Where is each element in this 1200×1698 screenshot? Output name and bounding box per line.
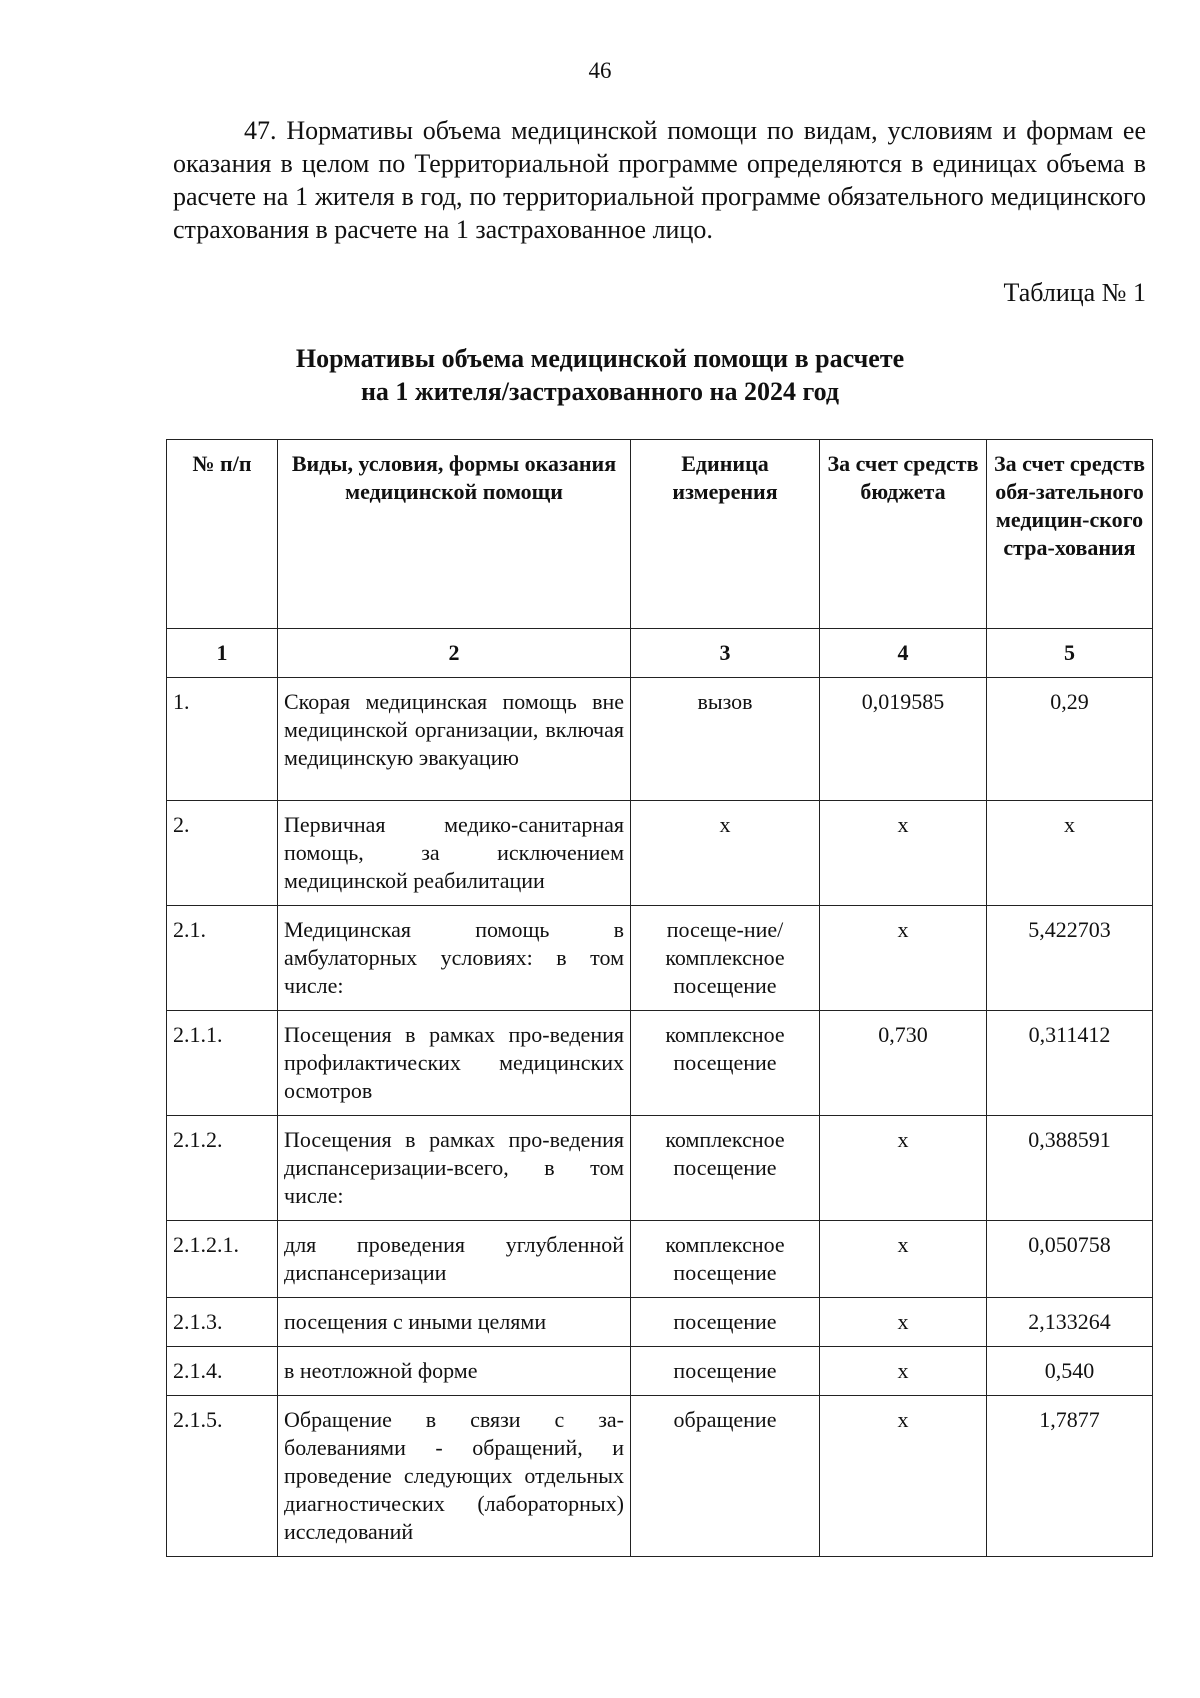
cell-num: 2.1.1. <box>167 1011 278 1116</box>
table-row <box>167 1116 1153 1221</box>
table-title <box>0 342 1200 408</box>
cell-desc: Скорая медицинская помощь вне медицинской организации, включая медицинскую эвакуацию <box>278 678 631 801</box>
cell-budget: х <box>820 1396 987 1557</box>
header-num: № п/п <box>167 440 278 629</box>
cell-num: 2.1.2.1. <box>167 1221 278 1298</box>
cell-oms: 2,133264 <box>987 1298 1153 1347</box>
norms-table <box>166 439 1153 1557</box>
cell-oms: 0,540 <box>987 1347 1153 1396</box>
cell-unit: комплексное посещение <box>631 1116 820 1221</box>
cell-budget: х <box>820 1347 987 1396</box>
cell-unit: комплексное посещение <box>631 1011 820 1116</box>
column-number: 4 <box>820 629 987 678</box>
cell-budget: 0,730 <box>820 1011 987 1116</box>
table-label: Таблица № 1 <box>1003 278 1146 307</box>
cell-unit: вызов <box>631 678 820 801</box>
table-row <box>167 801 1153 906</box>
cell-budget: 0,019585 <box>820 678 987 801</box>
page-number: 46 <box>588 58 612 83</box>
cell-unit: обращение <box>631 1396 820 1557</box>
column-numbers-row <box>167 629 1153 678</box>
table-row <box>167 1347 1153 1396</box>
intro-paragraph: 47. Нормативы объема медицинской помощи по видам, условиям и формам ее оказания в целом по Территориальной программе определяются в единицах объема в расчете на 1 жителя в год, по территориальной программе обязательного медицинского страхования в расчете на 1 застрахованное лицо. <box>173 116 1146 244</box>
cell-oms: 0,388591 <box>987 1116 1153 1221</box>
cell-desc: Посещения в рамках про-ведения диспансеризации-всего, в том числе: <box>278 1116 631 1221</box>
cell-budget: х <box>820 906 987 1011</box>
header-oms: За счет средств обя-зательного медицин-ского стра-хования <box>987 440 1153 629</box>
cell-desc: посещения с иными целями <box>278 1298 631 1347</box>
header-unit: Единица измерения <box>631 440 820 629</box>
cell-unit: х <box>631 801 820 906</box>
cell-num: 2.1. <box>167 906 278 1011</box>
cell-budget: х <box>820 1116 987 1221</box>
cell-num: 2. <box>167 801 278 906</box>
table-row <box>167 1011 1153 1116</box>
cell-oms: 5,422703 <box>987 906 1153 1011</box>
column-number: 1 <box>167 629 278 678</box>
table-row <box>167 678 1153 801</box>
cell-unit: комплексное посещение <box>631 1221 820 1298</box>
cell-num: 2.1.3. <box>167 1298 278 1347</box>
cell-desc: для проведения углубленной диспансеризации <box>278 1221 631 1298</box>
cell-desc: Первичная медико-санитарная помощь, за исключением медицинской реабилитации <box>278 801 631 906</box>
cell-desc: Посещения в рамках про-ведения профилактических медицинских осмотров <box>278 1011 631 1116</box>
cell-desc: Обращение в связи с за-болеваниями - обращений, и проведение следующих отдельных диагностических (лабораторных) исследований <box>278 1396 631 1557</box>
cell-budget: х <box>820 1298 987 1347</box>
cell-oms: 1,7877 <box>987 1396 1153 1557</box>
header-kind: Виды, условия, формы оказания медицинской помощи <box>278 440 631 629</box>
table-row <box>167 906 1153 1011</box>
cell-num: 2.1.4. <box>167 1347 278 1396</box>
header-row <box>167 440 1153 629</box>
column-number: 5 <box>987 629 1153 678</box>
cell-oms: 0,311412 <box>987 1011 1153 1116</box>
cell-num: 2.1.5. <box>167 1396 278 1557</box>
cell-budget: х <box>820 1221 987 1298</box>
column-number: 3 <box>631 629 820 678</box>
table-title-line-1: Нормативы объема медицинской помощи в расчете <box>295 344 905 373</box>
table-row <box>167 1221 1153 1298</box>
cell-num: 1. <box>167 678 278 801</box>
table-row <box>167 1298 1153 1347</box>
cell-oms: 0,29 <box>987 678 1153 801</box>
cell-unit: посещение <box>631 1298 820 1347</box>
cell-oms: 0,050758 <box>987 1221 1153 1298</box>
cell-num: 2.1.2. <box>167 1116 278 1221</box>
cell-oms: х <box>987 801 1153 906</box>
column-number: 2 <box>278 629 631 678</box>
cell-unit: посеще-ние/комплексное посещение <box>631 906 820 1011</box>
cell-budget: х <box>820 801 987 906</box>
table-row <box>167 1396 1153 1557</box>
cell-desc: Медицинская помощь в амбулаторных условиях: в том числе: <box>278 906 631 1011</box>
cell-desc: в неотложной форме <box>278 1347 631 1396</box>
cell-unit: посещение <box>631 1347 820 1396</box>
header-budget: За счет средств бюджета <box>820 440 987 629</box>
table-title-line-2: на 1 жителя/застрахованного на 2024 год <box>360 377 840 406</box>
